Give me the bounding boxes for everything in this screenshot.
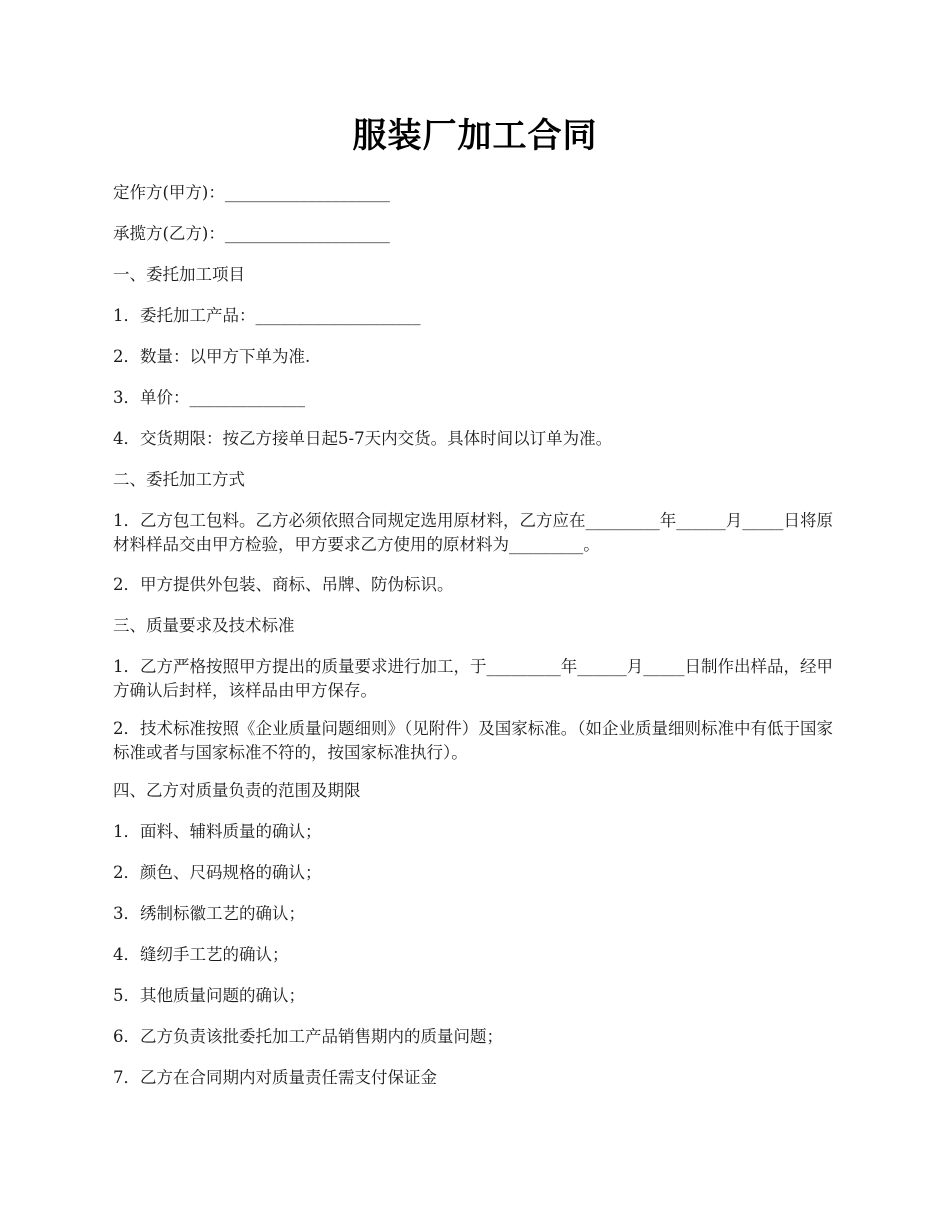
clause-3-1: 1．乙方严格按照甲方提出的质量要求进行加工，于_________年______月_____日制作出样品，经甲方确认后封样，该样品由甲方保存。 <box>113 657 833 700</box>
clause-1-4: 4．交货期限：按乙方接单日起5-7天内交货。具体时间以订单为准。 <box>113 429 613 448</box>
clause-1-3: 3．单价：______________ <box>113 388 305 407</box>
clause-1-1: 1．委托加工产品：____________________ <box>113 306 421 325</box>
section-heading-4: 四、乙方对质量负责的范围及期限 <box>113 781 361 800</box>
clause-2-1: 1．乙方包工包料。乙方必须依照合同规定选用原材料，乙方应在_________年______月_____日将原材料样品交由甲方检验，甲方要求乙方使用的原材料为_________。 <box>113 511 833 554</box>
section-heading-3: 三、质量要求及技术标准 <box>113 616 295 635</box>
clause-4-3: 3．绣制标徽工艺的确认； <box>113 904 305 923</box>
clause-4-7: 7．乙方在合同期内对质量责任需支付保证金 <box>113 1068 437 1087</box>
section-heading-2: 二、委托加工方式 <box>113 470 245 489</box>
party-b-line: 承揽方(乙方)：____________________ <box>113 224 390 243</box>
clause-4-2: 2．颜色、尺码规格的确认； <box>113 863 322 882</box>
clause-3-2: 2．技术标准按照《企业质量问题细则》（见附件）及国家标准。（如企业质量细则标准中有低于国家标准或者与国家标准不符的，按国家标准执行）。 <box>113 719 833 762</box>
party-a-line: 定作方(甲方)：____________________ <box>113 183 390 202</box>
document-title: 服装厂加工合同 <box>352 116 598 156</box>
clause-2-2: 2．甲方提供外包装、商标、吊牌、防伪标识。 <box>113 575 454 594</box>
clause-4-1: 1．面料、辅料质量的确认； <box>113 822 322 841</box>
section-heading-1: 一、委托加工项目 <box>113 265 245 284</box>
clause-1-2: 2．数量：以甲方下单为准. <box>113 347 311 366</box>
clause-4-6: 6．乙方负责该批委托加工产品销售期内的质量问题； <box>113 1027 503 1046</box>
clause-4-5: 5．其他质量问题的确认； <box>113 986 305 1005</box>
clause-4-4: 4．缝纫手工艺的确认； <box>113 945 289 964</box>
